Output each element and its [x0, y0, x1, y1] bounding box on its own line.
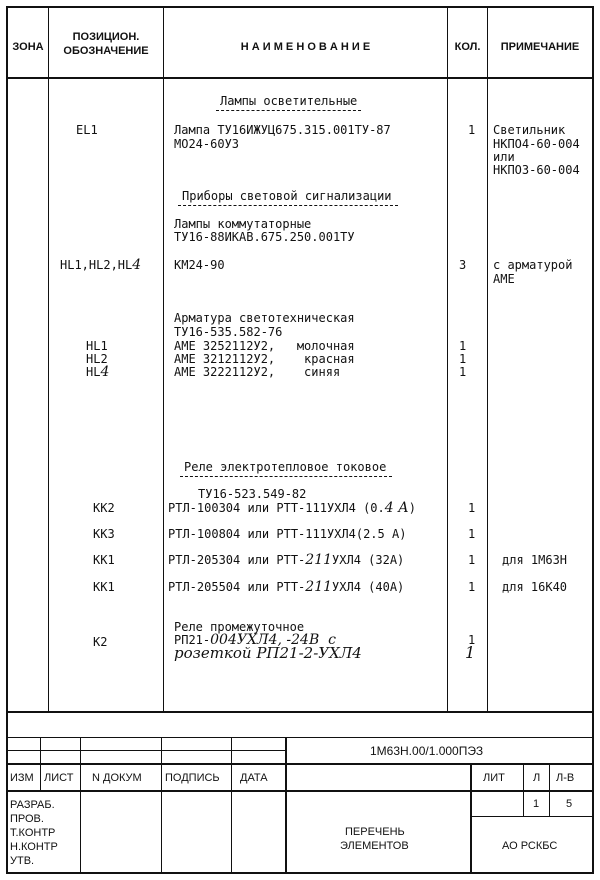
stamp-doc-code: 1М63Н.00/1.000ПЭЗ	[370, 744, 484, 758]
el1-qty: 1	[468, 123, 476, 137]
kk2-name-handwritten: 4 А	[384, 500, 409, 516]
k2-name-handwritten1: 004УХЛ4, -24В с	[210, 632, 336, 648]
armature-name-line1: Арматура светотехническая	[174, 311, 355, 325]
stamp-l: Л	[533, 772, 541, 784]
comm-lamps-name-line1: Лампы коммутаторные	[174, 217, 312, 231]
kk2-position: KK2	[93, 501, 115, 515]
hl-position-text: HL1,HL2,HL	[60, 258, 133, 272]
stamp-t-kontr: Т.КОНТР	[10, 827, 56, 839]
stamp-col-lit	[470, 763, 472, 874]
section-relay-intermediate-title: Реле промежуточное	[174, 620, 305, 634]
stamp-sheets-total: 5	[566, 798, 573, 810]
band-line-mid	[6, 737, 594, 738]
stamp-col-dokum	[161, 737, 162, 874]
relay-thermal-spec: ТУ16-523.549-82	[198, 487, 307, 501]
kk1b-name	[168, 580, 404, 594]
armature1-name: АМЕ 3252112У2, молочная	[174, 339, 355, 353]
header-position-l2: ОБОЗНАЧЕНИЕ	[63, 45, 149, 57]
hl-note-line1: с арматурой	[493, 258, 573, 272]
frame-left	[6, 6, 8, 874]
k2-name-text: РП21-	[174, 633, 211, 647]
stamp-sheet-no: 1	[533, 798, 540, 810]
col-pos-line	[163, 6, 164, 712]
frame-right	[592, 6, 594, 874]
col-zone-line	[48, 6, 49, 712]
stamp-col-data	[285, 737, 287, 874]
el1-note-line2: НКПО4-60-004	[493, 137, 580, 151]
el1-note-line3: или	[493, 150, 515, 164]
armature2-position: HL2	[86, 352, 108, 366]
kk1b-name-end: УХЛ4 (40А)	[332, 580, 405, 594]
el1-name-line2: МО24-60УЗ	[174, 137, 240, 151]
kk1b-position: KK1	[93, 580, 115, 594]
k2-qty: 1	[468, 633, 476, 647]
stamp-podpis: ПОДПИСЬ	[165, 772, 220, 784]
kk1b-name-handwritten: 211	[305, 579, 333, 595]
header-note: ПРИМЕЧАНИЕ	[500, 41, 580, 53]
kk2-name-text: РТЛ-100304 или РТТ-111УХЛ4 (0.	[168, 501, 385, 515]
kk1a-name	[168, 553, 404, 567]
kk1a-qty: 1	[468, 553, 476, 567]
armature2-qty: 1	[459, 352, 467, 366]
hl-qty: 3	[459, 258, 467, 272]
header-qty: КОЛ.	[454, 41, 481, 53]
kk1b-note: для 16К40	[502, 580, 568, 594]
col-qty-line	[487, 6, 488, 712]
hl-position-handwritten: 4	[132, 257, 142, 273]
frame-top	[6, 6, 594, 8]
armature2-name: АМЕ 3212112У2, красная	[174, 352, 355, 366]
stamp-lit-row-line	[470, 816, 594, 817]
el1-note-line1: Светильник	[493, 123, 566, 137]
stamp-col-lv	[549, 763, 550, 817]
stamp-title-line1: ПЕРЕЧЕНЬ	[345, 826, 405, 838]
col-name-line	[447, 6, 448, 712]
kk2-name-end: )	[408, 501, 416, 515]
k2-name-handwritten2: розеткой РП21-2-УХЛ4	[174, 644, 362, 662]
stamp-row-line3	[6, 790, 594, 792]
kk1a-position: KK1	[93, 553, 115, 567]
kk3-position: KK3	[93, 527, 115, 541]
hl-note-line2: АМЕ	[493, 272, 515, 286]
header-name: Н А И М Е Н О В А Н И Е	[240, 41, 371, 53]
kk1b-qty: 1	[468, 580, 476, 594]
armature3-position	[86, 365, 109, 379]
frame-bottom	[6, 872, 594, 874]
kk1a-name-text: РТЛ-205304 или РТТ-	[168, 553, 306, 567]
section-signal-title: Приборы световой сигнализации	[178, 189, 398, 206]
stamp-col-l	[523, 763, 524, 817]
comm-lamps-name-line2: ТУ16-88ИКАВ.675.250.001ТУ	[174, 230, 355, 244]
el1-position: EL1	[76, 123, 98, 137]
stamp-izm: ИЗМ	[10, 772, 34, 784]
stamp-n-kontr: Н.КОНТР	[10, 841, 58, 853]
kk1a-name-handwritten: 211	[305, 552, 333, 568]
kk1b-name-text: РТЛ-205504 или РТТ-	[168, 580, 306, 594]
hl-name: КМ24-90	[174, 258, 225, 272]
stamp-row-line2	[6, 763, 594, 765]
stamp-n-dokum: N ДОКУМ	[92, 772, 142, 784]
k2-position: K2	[93, 635, 108, 649]
armature-name-line2: ТУ16-535.582-76	[174, 325, 283, 339]
kk2-qty: 1	[468, 501, 476, 515]
band-line-top	[6, 711, 594, 713]
hl-position	[60, 258, 141, 272]
stamp-organization: АО РСКБС	[502, 840, 558, 852]
k2-qty-handwritten: 1	[465, 643, 476, 662]
stamp-title-line2: ЭЛЕМЕНТОВ	[340, 840, 409, 852]
armature3-qty: 1	[459, 365, 467, 379]
armature1-position: HL1	[86, 339, 108, 353]
kk2-name	[168, 501, 416, 515]
stamp-col-izm	[40, 737, 41, 792]
stamp-row-line1	[6, 750, 286, 751]
header-zone: ЗОНА	[12, 41, 44, 53]
header-position-l1: ПОЗИЦИОН.	[72, 31, 140, 43]
stamp-data: ДАТА	[240, 772, 268, 784]
kk1a-name-end: УХЛ4 (32А)	[332, 553, 405, 567]
armature3-name: АМЕ 3222112У2, синяя	[174, 365, 341, 379]
stamp-list: ЛИСТ	[44, 772, 74, 784]
armature3-position-text: HL	[86, 365, 101, 379]
section-relay-thermal-title: Реле электротепловое токовое	[180, 460, 392, 477]
armature3-position-handwritten: 4	[100, 364, 110, 380]
el1-note-line4: НКПОЗ-60-004	[493, 163, 580, 177]
kk1a-note: для 1М63Н	[502, 553, 568, 567]
header-divider	[6, 77, 594, 79]
stamp-col-list	[80, 737, 81, 874]
stamp-prov: ПРОВ.	[10, 813, 44, 825]
stamp-razrab: РАЗРАБ.	[10, 799, 55, 811]
stamp-lit: ЛИТ	[483, 772, 505, 784]
section-lamps-title: Лампы осветительные	[216, 94, 361, 111]
armature1-qty: 1	[459, 339, 467, 353]
stamp-utv: УТВ.	[10, 855, 35, 867]
kk3-qty: 1	[468, 527, 476, 541]
el1-name-line1: Лампа ТУ16ИЖУЦ675.315.001ТУ-87	[174, 123, 391, 137]
stamp-col-podpis	[231, 737, 232, 874]
kk3-name: РТЛ-100804 или РТТ-111УХЛ4(2.5 А)	[168, 527, 407, 541]
stamp-l-v: Л-В	[556, 772, 575, 784]
